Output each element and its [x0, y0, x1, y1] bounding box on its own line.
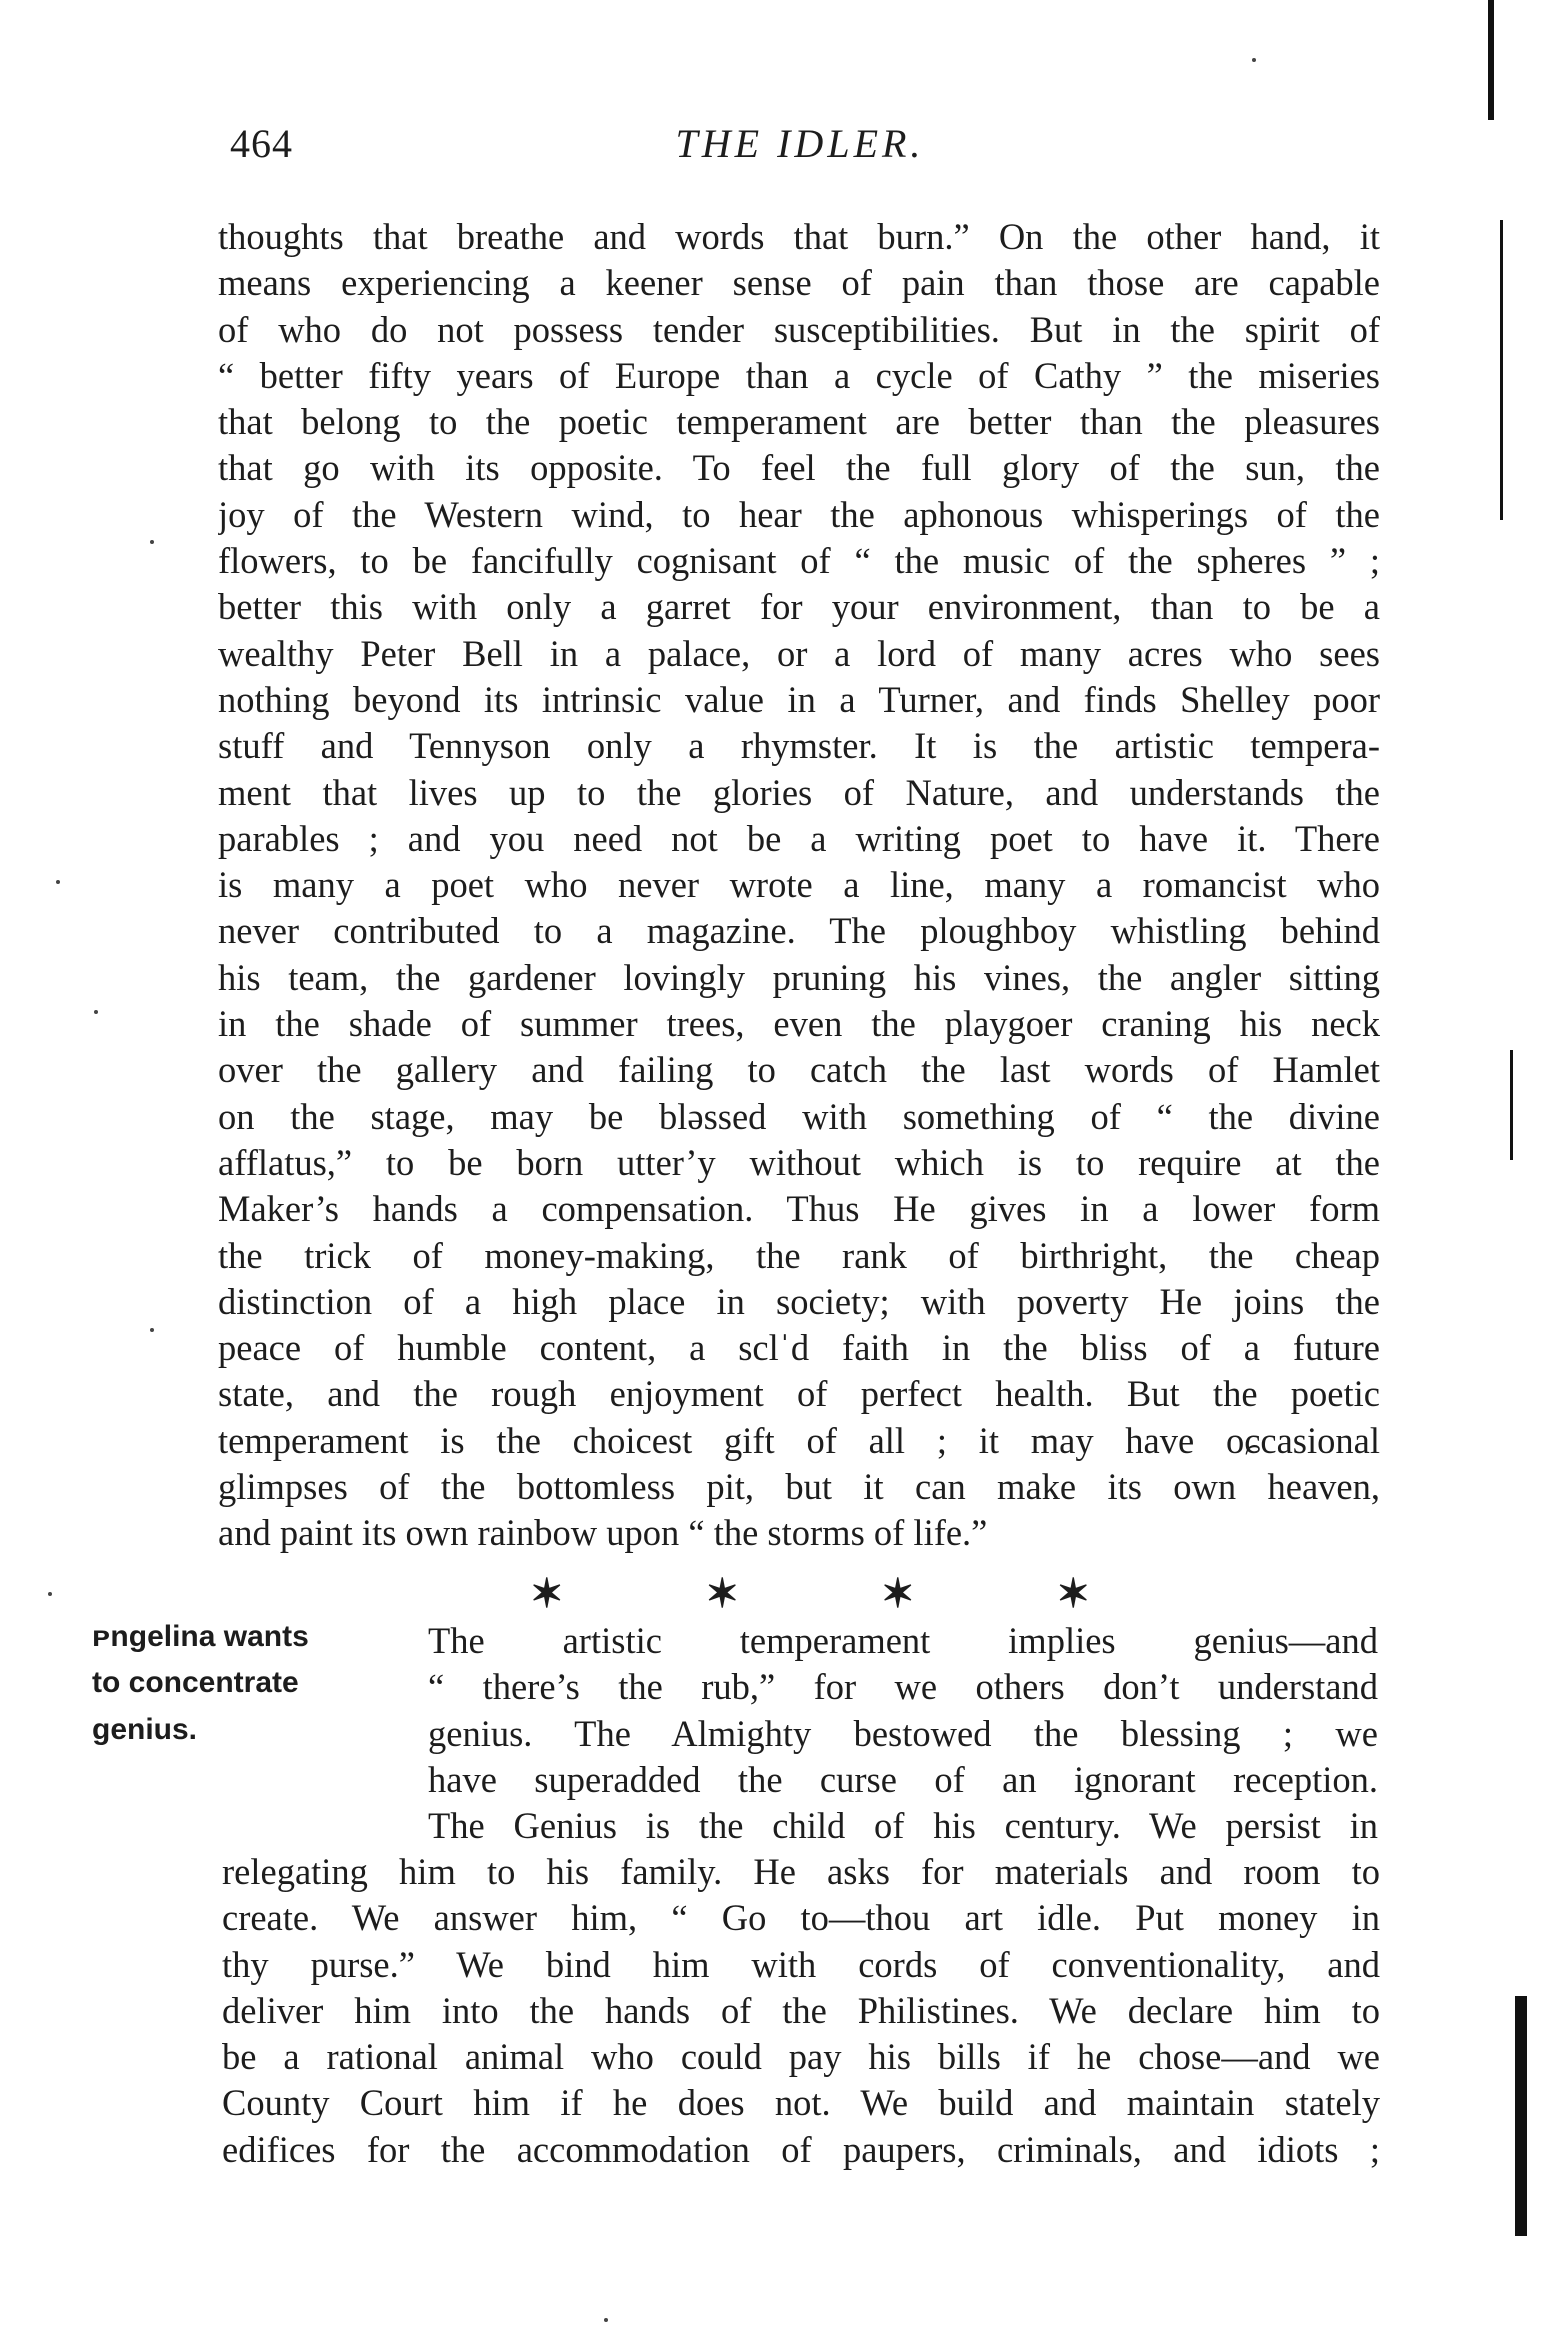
text-line: that go with its opposite. To feel the full glory of the sun, the — [218, 447, 1380, 489]
scan-speck — [1252, 58, 1256, 62]
scan-edge-mark — [1510, 1050, 1513, 1160]
asterism-star: ✶ — [705, 1571, 739, 1616]
text-line: is many a poet who never wrote a line, many a romancist who — [218, 864, 1380, 906]
text-line: afflatus,” to be born utter’y without which is to require at the — [218, 1141, 1380, 1183]
scan-speck — [48, 1592, 52, 1596]
scan-edge-mark — [1488, 0, 1494, 120]
text-line: glimpses of the bottomless pit, but it can make its own heaven, — [218, 1466, 1380, 1508]
text-line: over the gallery and failing to catch the last words of Hamlet — [218, 1049, 1380, 1091]
margin-sidenote — [92, 1614, 382, 1753]
text-line: that belong to the poetic temperament are better than the pleasures — [218, 401, 1380, 443]
text-line: relegating him to his family. He asks for materials and room to — [222, 1851, 1380, 1892]
text-line: flowers, to be fancifully cognisant of “ the music of the spheres ” ; — [218, 540, 1380, 582]
text-line: edifices for the accommodation of paupers, criminals, and idiots ; — [222, 2128, 1380, 2170]
text-line: “ better fifty years of Europe than a cycle of Cathy ” the miseries — [218, 354, 1380, 396]
text-line: peace of humble content, a sclˈd faith in the bliss of a future — [218, 1327, 1380, 1369]
text-line: ment that lives up to the glories of Nature, and understands the — [218, 771, 1380, 813]
text-line: Maker’s hands a compensation. Thus He gives in a lower form — [218, 1188, 1380, 1230]
sidenote-line: to concentrate — [92, 1666, 299, 1700]
scan-speck — [150, 540, 154, 544]
text-line: parables ; and you need not be a writing poet to have it. There — [218, 817, 1380, 859]
text-line: never contributed to a magazine. The ploughboy whistling behind — [218, 910, 1380, 952]
text-line: joy of the Western wind, to hear the aphonous whisperings of the — [218, 493, 1380, 535]
text-line: and paint its own rainbow upon “ the storms of life.” — [218, 1512, 988, 1554]
text-line: on the stage, may be bləssed with something of “ the divine — [218, 1095, 1380, 1137]
scan-edge-mark — [1515, 1996, 1527, 2236]
page-header — [220, 120, 1380, 180]
text-line: County Court him if he does not. We build and maintain stately — [222, 2082, 1380, 2124]
text-line: of who do not possess tender susceptibilities. But in the spirit of — [218, 308, 1380, 350]
asterism-star: ✶ — [530, 1571, 564, 1616]
text-line: state, and the rough enjoyment of perfect health. But the poetic — [218, 1373, 1380, 1415]
text-line: stuff and Tennyson only a rhymster. It is the artistic tempera- — [218, 725, 1380, 767]
text-line: create. We answer him, “ Go to—thou art idle. Put money in — [222, 1897, 1380, 1939]
text-line: his team, the gardener lovingly pruning his vines, the angler sitting — [218, 956, 1380, 998]
text-line: in the shade of summer trees, even the playgoer craning his neck — [218, 1003, 1380, 1045]
text-line: the trick of money-making, the rank of birthright, the cheap — [218, 1234, 1380, 1276]
page-number: 464 — [230, 121, 293, 166]
section-separator — [530, 1570, 1090, 1617]
scan-speck — [604, 2318, 608, 2322]
text-line: better this with only a garret for your environment, than to be a — [218, 586, 1380, 628]
running-head: THE IDLER. — [675, 121, 925, 166]
text-line: temperament is the choicest gift of all ; it may have oɕcasional — [218, 1419, 1380, 1461]
text-line: thy purse.” We bind him with cords of conventionality, and — [222, 1943, 1380, 1985]
scan-speck — [150, 1328, 154, 1332]
text-line: The Genius is the child of his century. We persist in — [428, 1805, 1378, 1847]
asterism-star: ✶ — [1056, 1571, 1090, 1616]
text-line: deliver him into the hands of the Philistines. We declare him to — [222, 1989, 1380, 2031]
text-line: wealthy Peter Bell in a palace, or a lord of many acres who sees — [218, 632, 1380, 674]
paragraph-2-full — [222, 1849, 1380, 2173]
asterism-star: ✶ — [880, 1571, 915, 1616]
scan-edge-mark — [1500, 220, 1503, 520]
text-line: means experiencing a keener sense of pain than those are capable — [218, 262, 1380, 304]
text-line: nothing beyond its intrinsic value in a Turner, and finds Shelley poor — [218, 678, 1380, 720]
paragraph-2-inset — [428, 1618, 1378, 1849]
text-line: thoughts that breathe and words that burn.” On the other hand, it — [218, 216, 1380, 257]
sidenote-line: genius. — [92, 1712, 198, 1746]
scan-speck — [56, 880, 60, 884]
paragraph-1 — [218, 214, 1380, 1557]
text-line: genius. The Almighty bestowed the blessing ; we — [428, 1712, 1378, 1754]
text-line: have superadded the curse of an ignorant reception. — [428, 1758, 1378, 1800]
text-line: “ there’s the rub,” for we others don’t understand — [428, 1666, 1378, 1708]
text-line: The artistic temperament implies genius—and — [428, 1620, 1378, 1661]
scan-speck — [94, 1010, 98, 1014]
text-line: be a rational animal who could pay his bills if he chose—and we — [222, 2036, 1380, 2078]
text-line: distinction of a high place in society; with poverty He joins the — [218, 1280, 1380, 1322]
sidenote-line: ᴩngelina wants — [92, 1620, 309, 1653]
